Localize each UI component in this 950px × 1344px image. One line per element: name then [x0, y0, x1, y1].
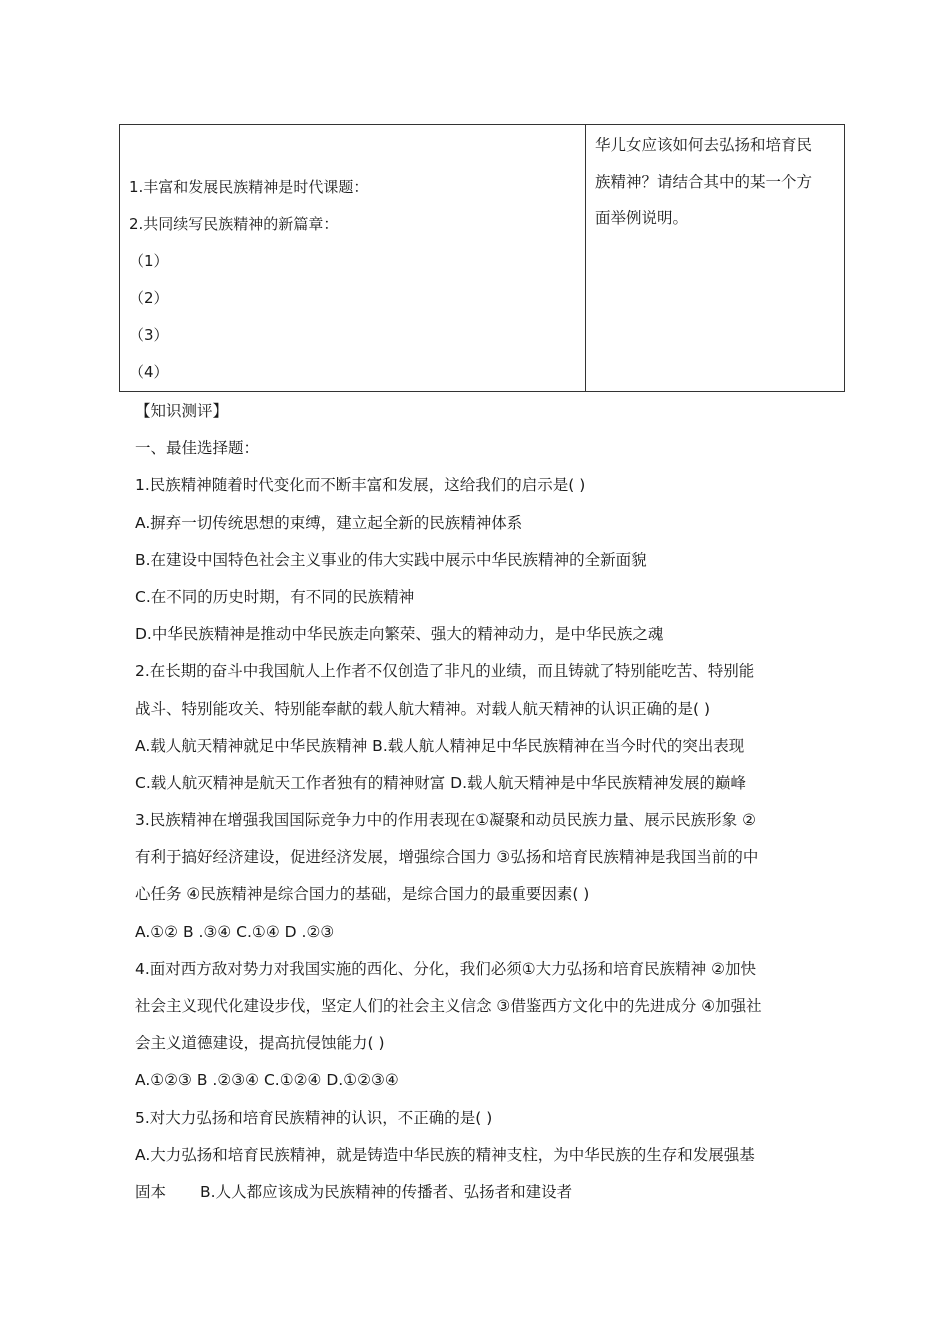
answer-option: C.在不同的历史时期，有不同的民族精神 — [135, 587, 415, 606]
answer-option: A.载人航天精神就足中华民族精神 B.载人航人精神足中华民族精神在当今时代的突出表现 — [135, 736, 745, 755]
question-stem: 5.对大力弘扬和培育民族精神的认识，不正确的是( ) — [135, 1108, 493, 1127]
question-stem: 3.民族精神在增强我国国际竞争力中的作用表现在①凝聚和动员民族力量、展示民族形象 ② — [135, 811, 757, 830]
answer-option-row — [135, 1174, 835, 1211]
table-question-line: 华儿女应该如何去弘扬和培育民 — [595, 136, 813, 154]
quiz-section — [135, 393, 835, 1211]
question-stem: 社会主义现代化建设步伐，坚定人们的社会主义信念 ③借鉴西方文化中的先进成分 ④加强社 — [135, 997, 762, 1015]
question-stem: 会主义道德建设，提高抗侵蚀能力( ) — [135, 1034, 385, 1053]
question-stem: 4.面对西方敌对势力对我国实施的西化、分化，我们必须①大力弘扬和培育民族精神 ②加快 — [135, 959, 757, 978]
table-right-cell — [586, 125, 845, 392]
answer-options: A.①②③ B .②③④ C.①②④ D.①②③④ — [135, 1071, 399, 1090]
table-line: （4） — [129, 363, 169, 381]
table-line: （1） — [129, 252, 169, 270]
answer-option: A.大力弘扬和培育民族精神，就是铸造中华民族的精神支柱，为中华民族的生存和发展强基 — [135, 1145, 755, 1164]
question-stem: 有利于搞好经济建设，促进经济发展，增强综合国力 ③弘扬和培育民族精神是我国当前的中 — [135, 848, 759, 867]
table-question-line: 族精神？请结合其中的某一个方 — [595, 172, 813, 191]
table-question-line: 面举例说明。 — [595, 209, 689, 227]
answer-option: D.中华民族精神是推动中华民族走向繁荣、强大的精神动力，是中华民族之魂 — [135, 625, 664, 644]
answer-option: C.载人航灭精神是航天工作者独有的精神财富 D.载人航天精神是中华民族精神发展的巅峰 — [135, 773, 747, 792]
question-stem: 1.民族精神随着时代变化而不断丰富和发展，这给我们的启示是( ) — [135, 476, 586, 495]
table-line: （3） — [129, 326, 169, 344]
answer-option: B.人人都应该成为民族精神的传播者、弘扬者和建设者 — [200, 1182, 573, 1201]
answer-option-continuation: 固本 — [135, 1182, 167, 1201]
table-line: （2） — [129, 289, 169, 307]
answer-option: A.摒弃一切传统思想的束缚，建立起全新的民族精神体系 — [135, 513, 523, 532]
section-header: 【知识测评】 — [135, 402, 229, 420]
answer-options: A.①② B .③④ C.①④ D .②③ — [135, 922, 335, 941]
question-stem: 2.在长期的奋斗中我国航人上作者不仅创造了非凡的业绩，而且铸就了特别能吃苦、特别能 — [135, 662, 755, 681]
answer-option: B.在建设中国特色社会主义事业的伟大实践中展示中华民族精神的全新面貌 — [135, 550, 647, 569]
table-line: 2.共同续写民族精神的新篇章： — [129, 215, 339, 233]
question-stem: 心任务 ④民族精神是综合国力的基础，是综合国力的最重要因素( ) — [135, 885, 590, 904]
table-line: 1.丰富和发展民族精神是时代课题： — [129, 178, 369, 196]
table-left-cell — [120, 125, 586, 392]
question-stem: 战斗、特别能攻关、特别能奉献的载人航大精神。对载人航天精神的认识正确的是( ) — [135, 699, 711, 718]
part-title: 一、最佳选择题： — [135, 439, 260, 458]
summary-table — [119, 124, 845, 392]
